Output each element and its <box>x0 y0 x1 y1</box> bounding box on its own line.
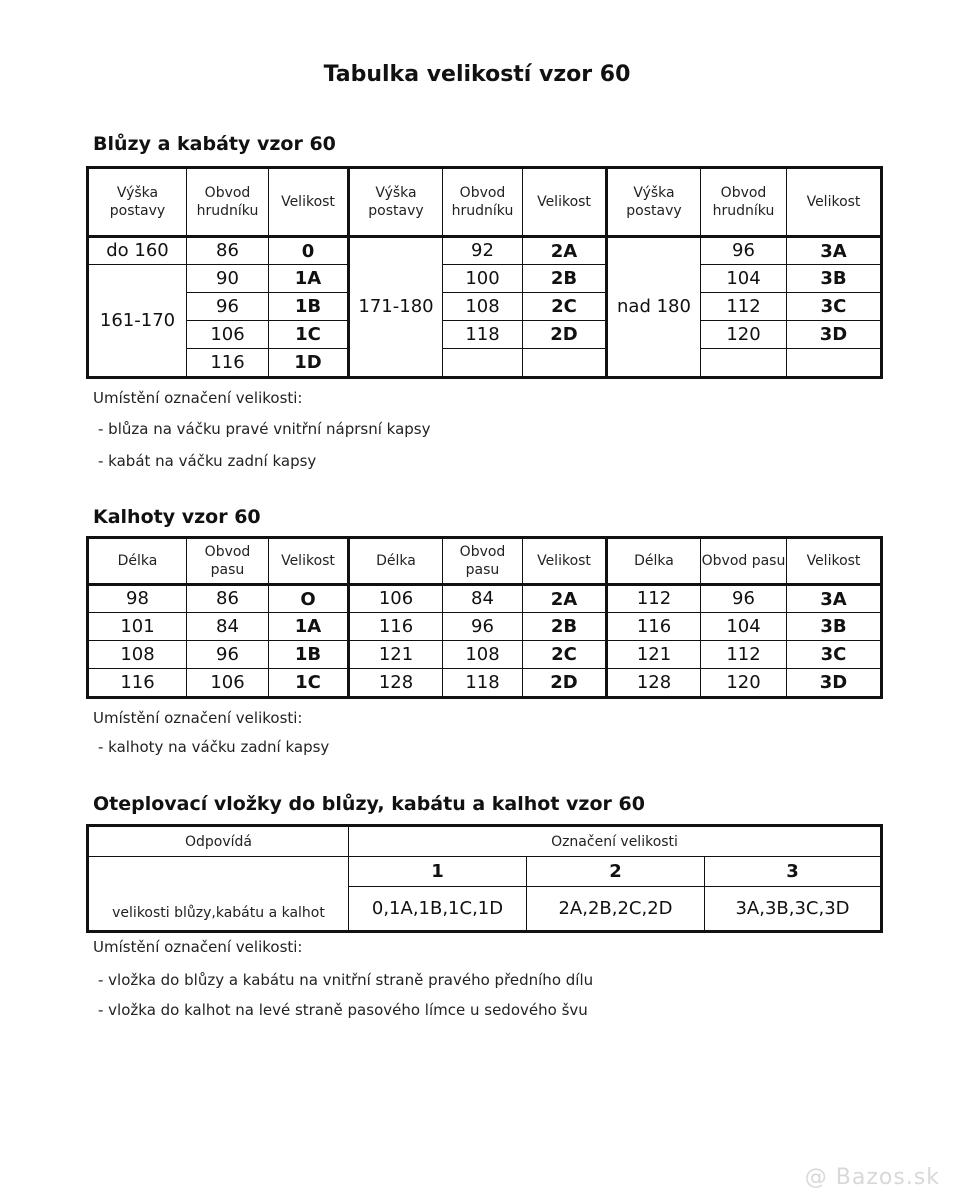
blouses-chest-cell <box>443 349 523 377</box>
trousers-value-cell: 116 <box>607 613 701 641</box>
trousers-value-cell: 121 <box>607 641 701 669</box>
blouses-chest-cell: 90 <box>187 265 269 293</box>
trousers-size-cell: 2B <box>523 613 607 641</box>
blouses-header-6: Výška postavy <box>607 169 701 237</box>
liners-value-3: 3A,3B,3C,3D <box>705 887 881 931</box>
trousers-value-cell: 86 <box>187 585 269 613</box>
trousers-size-cell: 1A <box>269 613 349 641</box>
blouses-size-cell <box>787 349 881 377</box>
liners-header-right: Označení velikosti <box>349 827 881 857</box>
trousers-note-title: Umístění označení velikosti: <box>93 709 303 727</box>
trousers-value-cell: 96 <box>701 585 787 613</box>
trousers-header-6: Délka <box>607 539 701 585</box>
liners-value-2: 2A,2B,2C,2D <box>527 887 705 931</box>
trousers-header-5: Velikost <box>523 539 607 585</box>
blouses-size-cell: 3B <box>787 265 881 293</box>
trousers-value-cell: 112 <box>701 641 787 669</box>
blouses-note-2: - kabát na váčku zadní kapsy <box>98 452 317 470</box>
trousers-value-cell: 96 <box>443 613 523 641</box>
blouses-chest-cell: 118 <box>443 321 523 349</box>
blouses-chest-cell: 96 <box>701 237 787 265</box>
trousers-value-cell: 108 <box>89 641 187 669</box>
blouses-size-cell: 3A <box>787 237 881 265</box>
trousers-size-cell: 1C <box>269 669 349 697</box>
trousers-value-cell: 104 <box>701 613 787 641</box>
blouses-chest-cell: 112 <box>701 293 787 321</box>
blouses-size-cell: 1A <box>269 265 349 293</box>
trousers-size-cell: 3B <box>787 613 881 641</box>
blouses-header-3: Výška postavy <box>349 169 443 237</box>
trousers-value-cell: 116 <box>89 669 187 697</box>
trousers-size-cell: 3C <box>787 641 881 669</box>
blouses-chest-cell: 120 <box>701 321 787 349</box>
trousers-header-4: Obvod pasu <box>443 539 523 585</box>
blouses-size-cell: 2A <box>523 237 607 265</box>
trousers-value-cell: 84 <box>443 585 523 613</box>
trousers-size-cell: 2D <box>523 669 607 697</box>
blouses-header-5: Velikost <box>523 169 607 237</box>
trousers-size-cell: 1B <box>269 641 349 669</box>
blouses-size-cell: 2B <box>523 265 607 293</box>
trousers-note-1: - kalhoty na váčku zadní kapsy <box>98 738 330 756</box>
liners-value-1: 0,1A,1B,1C,1D <box>349 887 527 931</box>
liners-note-2: - vložka do kalhot na levé straně pasového límce u sedového švu <box>98 1001 588 1019</box>
trousers-header-1: Obvod pasu <box>187 539 269 585</box>
blouses-chest-cell: 116 <box>187 349 269 377</box>
blouses-header-0: Výška postavy <box>89 169 187 237</box>
liners-note-1: - vložka do blůzy a kabátu na vnitřní straně pravého předního dílu <box>98 971 594 989</box>
trousers-value-cell: 121 <box>349 641 443 669</box>
trousers-value-cell: 112 <box>607 585 701 613</box>
blouses-header-7: Obvod hrudníku <box>701 169 787 237</box>
blouses-height-cell: 171-180 <box>349 237 443 377</box>
trousers-value-cell: 128 <box>607 669 701 697</box>
blouses-size-cell: 1B <box>269 293 349 321</box>
trousers-header-8: Velikost <box>787 539 881 585</box>
trousers-size-cell: 3A <box>787 585 881 613</box>
blouses-height-cell: 161-170 <box>89 265 187 377</box>
blouses-chest-cell: 96 <box>187 293 269 321</box>
trousers-header-3: Délka <box>349 539 443 585</box>
liners-row-label: velikosti blůzy,kabátu a kalhot <box>89 857 349 931</box>
trousers-table <box>88 538 881 697</box>
liners-table <box>88 826 881 931</box>
trousers-value-cell: 120 <box>701 669 787 697</box>
liners-size-1: 1 <box>349 857 527 887</box>
table-row <box>89 669 881 697</box>
blouses-chest-cell: 104 <box>701 265 787 293</box>
blouses-size-cell: 0 <box>269 237 349 265</box>
blouses-size-cell <box>523 349 607 377</box>
trousers-size-cell: 2C <box>523 641 607 669</box>
blouses-note-title: Umístění označení velikosti: <box>93 389 303 407</box>
trousers-size-cell: 3D <box>787 669 881 697</box>
trousers-size-cell: 2A <box>523 585 607 613</box>
liners-note-title: Umístění označení velikosti: <box>93 938 303 956</box>
blouses-header-1: Obvod hrudníku <box>187 169 269 237</box>
trousers-value-cell: 101 <box>89 613 187 641</box>
trousers-value-cell: 84 <box>187 613 269 641</box>
trousers-title: Kalhoty vzor 60 <box>93 506 261 528</box>
blouses-note-1: - blůza na váčku pravé vnitřní náprsní kapsy <box>98 420 431 438</box>
blouses-size-cell: 1C <box>269 321 349 349</box>
trousers-value-cell: 98 <box>89 585 187 613</box>
liners-header-left: Odpovídá <box>89 827 349 857</box>
trousers-value-cell: 116 <box>349 613 443 641</box>
blouses-height-cell: nad 180 <box>607 237 701 377</box>
blouses-header-2: Velikost <box>269 169 349 237</box>
blouses-size-cell: 3D <box>787 321 881 349</box>
blouses-height-cell: do 160 <box>89 237 187 265</box>
trousers-value-cell: 118 <box>443 669 523 697</box>
trousers-header-2: Velikost <box>269 539 349 585</box>
liners-title: Oteplovací vložky do blůzy, kabátu a kalhot vzor 60 <box>93 793 645 815</box>
blouses-chest-cell: 100 <box>443 265 523 293</box>
trousers-value-cell: 96 <box>187 641 269 669</box>
blouses-size-cell: 2D <box>523 321 607 349</box>
bazos-watermark: @ Bazos.sk <box>804 1165 940 1190</box>
blouses-chest-cell: 106 <box>187 321 269 349</box>
trousers-header-0: Délka <box>89 539 187 585</box>
blouses-size-cell: 2C <box>523 293 607 321</box>
trousers-value-cell: 106 <box>187 669 269 697</box>
page-title: Tabulka velikostí vzor 60 <box>323 62 631 87</box>
blouses-table <box>88 168 881 377</box>
blouses-chest-cell: 86 <box>187 237 269 265</box>
trousers-value-cell: 106 <box>349 585 443 613</box>
blouses-chest-cell <box>701 349 787 377</box>
liners-size-3: 3 <box>705 857 881 887</box>
trousers-value-cell: 128 <box>349 669 443 697</box>
blouses-header-4: Obvod hrudníku <box>443 169 523 237</box>
liners-size-2: 2 <box>527 857 705 887</box>
trousers-header-7: Obvod pasu <box>701 539 787 585</box>
blouses-title: Blůzy a kabáty vzor 60 <box>93 133 336 155</box>
blouses-chest-cell: 108 <box>443 293 523 321</box>
table-row <box>89 641 881 669</box>
blouses-size-cell: 1D <box>269 349 349 377</box>
trousers-size-cell: O <box>269 585 349 613</box>
blouses-chest-cell: 92 <box>443 237 523 265</box>
blouses-header-8: Velikost <box>787 169 881 237</box>
blouses-size-cell: 3C <box>787 293 881 321</box>
table-row <box>89 585 881 613</box>
table-row <box>89 613 881 641</box>
trousers-value-cell: 108 <box>443 641 523 669</box>
